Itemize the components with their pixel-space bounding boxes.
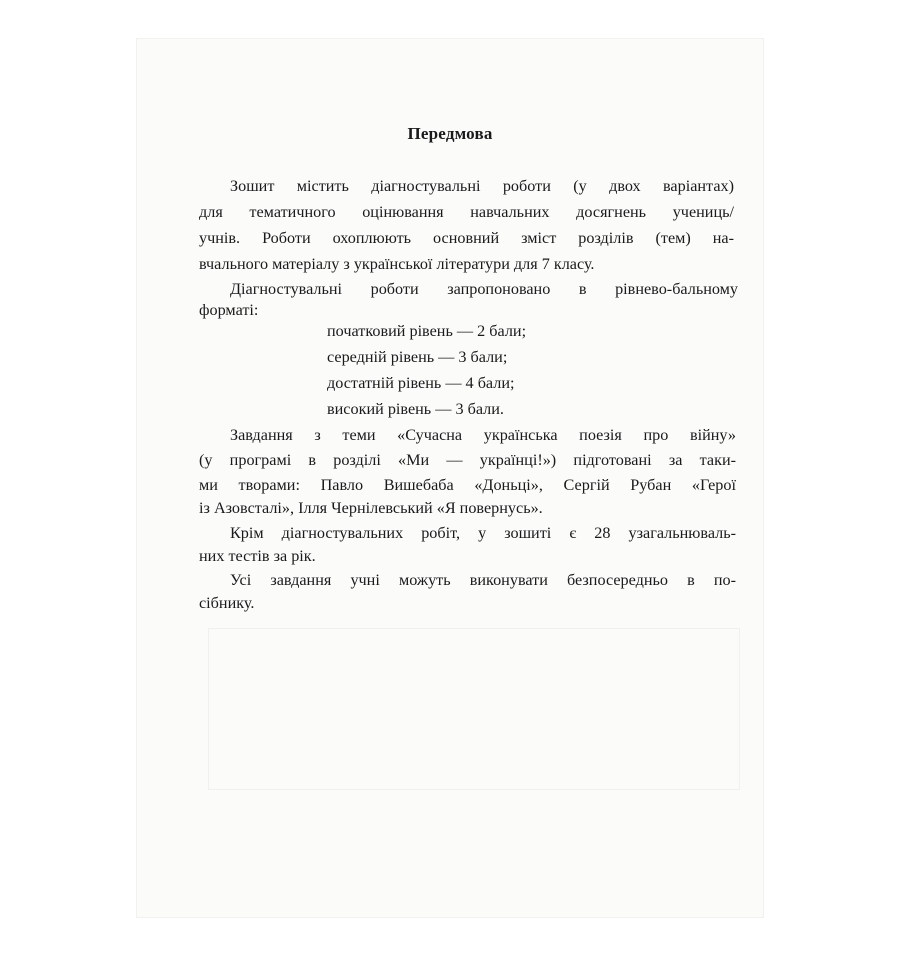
paragraph-5-line-1: Усі завдання учні можуть виконувати безпосередньо в по- — [230, 571, 736, 589]
bleed-through-box — [208, 628, 740, 790]
paragraph-1-line-1: Зошит містить діагностувальні роботи (у двох варіантах) — [230, 177, 734, 195]
level-item-initial: початковий рівень — 2 бали; — [327, 322, 527, 340]
paragraph-5-line-2: сібнику. — [199, 594, 255, 612]
paragraph-3-line-4: із Азовсталі», Ілля Чернілевський «Я повернусь». — [199, 499, 543, 517]
paragraph-1-line-3: учнів. Роботи охоплюють основний зміст розділів (тем) на- — [199, 229, 734, 247]
level-item-middle: середній рівень — 3 бали; — [327, 348, 508, 366]
level-item-high: високий рівень — 3 бали. — [327, 400, 504, 418]
paragraph-3-line-2: (у програмі в розділі «Ми — українці!») підготовані за таки- — [199, 451, 736, 469]
paragraph-3-line-3: ми творами: Павло Вишебаба «Доньці», Сергій Рубан «Герої — [199, 476, 736, 494]
paragraph-3-line-1: Завдання з теми «Сучасна українська поезія про війну» — [230, 426, 736, 444]
paragraph-1-line-2: для тематичного оцінювання навчальних досягнень учениць/ — [199, 203, 734, 221]
paragraph-1-line-4: вчального матеріалу з української літератури для 7 класу. — [199, 255, 595, 273]
paragraph-2-line-1: Діагностувальні роботи запропоновано в рівнево-бальному — [230, 280, 738, 298]
paragraph-4-line-1: Крім діагностувальних робіт, у зошиті є 28 узагальнюваль- — [230, 524, 736, 542]
level-item-sufficient: достатній рівень — 4 бали; — [327, 374, 515, 392]
paragraph-2-line-2: форматі: — [199, 301, 259, 319]
paragraph-4-line-2: них тестів за рік. — [199, 547, 316, 565]
page-title: Передмова — [407, 124, 493, 143]
